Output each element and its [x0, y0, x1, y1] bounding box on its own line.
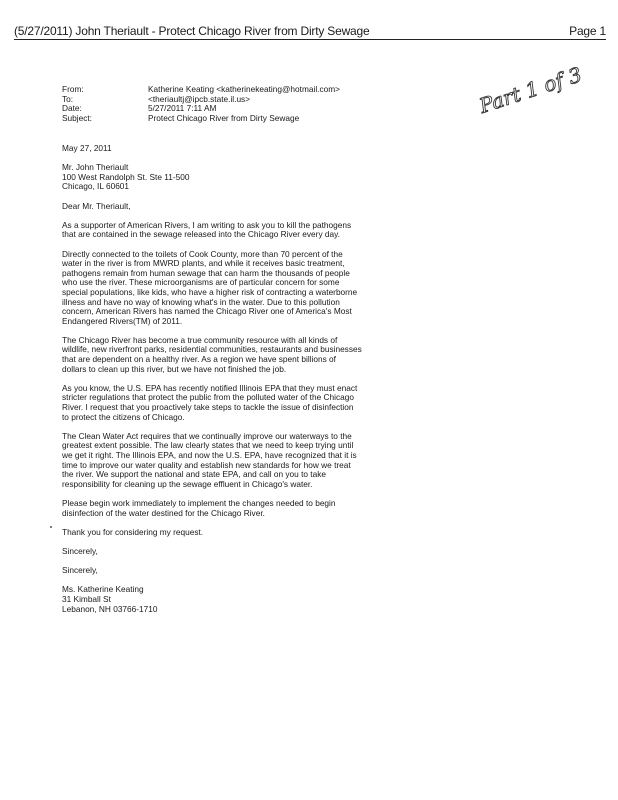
- address-line: 100 West Randolph St. Ste 11-500: [62, 171, 190, 182]
- scan-speck: [50, 526, 52, 528]
- page-number: Page 1: [569, 24, 606, 38]
- closing: Sincerely,: [62, 545, 98, 556]
- recipient-address: [62, 163, 362, 192]
- from-label: From:: [62, 84, 84, 94]
- to-label: To:: [62, 93, 74, 104]
- date-value: 5/27/2011 7:11 AM: [148, 103, 217, 114]
- paragraph: The Chicago River has become a true community resource with all kinds of wildlife, new riverfront parks, residential communities, restaurants and businesses that are dependent on a healthy river. As a region we have spent billions of dollars to clean up this river, but we have not finished the job.: [62, 334, 362, 374]
- handwritten-page-note: [468, 60, 598, 118]
- address-line: Chicago, IL 60601: [62, 181, 130, 192]
- closing: Sincerely,: [62, 565, 98, 576]
- letter-date: May 27, 2011: [62, 143, 112, 153]
- stamp-text: Part 1 of 3: [476, 62, 585, 118]
- letter-body: [62, 144, 362, 624]
- paragraph: Please begin work immediately to implement the changes needed to begin disinfection of the water destined for the Chicago River.: [62, 497, 336, 518]
- subject-value: Protect Chicago River from Dirty Sewage: [148, 112, 300, 123]
- paragraph: Thank you for considering my request.: [62, 526, 204, 537]
- signature-line: 31 Kimball St: [62, 593, 111, 604]
- document-title: (5/27/2011) John Theriault - Protect Chicago River from Dirty Sewage: [14, 24, 370, 38]
- from-value: Katherine Keating <katherinekeating@hotmail.com>: [148, 84, 340, 94]
- document-header: [14, 24, 606, 40]
- signature-line: Lebanon, NH 03766-1710: [62, 603, 158, 614]
- signature-block: [62, 585, 362, 614]
- email-metadata: [62, 85, 340, 123]
- address-line: Mr. John Theriault: [62, 162, 129, 173]
- salutation: Dear Mr. Theriault,: [62, 200, 131, 211]
- subject-label: Subject:: [62, 112, 92, 123]
- paragraph: As a supporter of American Rivers, I am writing to ask you to kill the pathogens that are contained in the sewage released into the Chicago River every day.: [62, 219, 352, 240]
- meta-subject: [62, 114, 340, 124]
- paragraph: The Clean Water Act requires that we continually improve our waterways to the greatest extent possible. The law clearly states that we need to keep trying until we get it right. The Illinois EPA, and now the U.S. EPA, have recognized that it is time to improve our water quality and establish new standards for how we treat the river. We support the national and state EPA, and call on you to take responsibility for cleaning up the sewage effluent in Chicago's water.: [62, 430, 357, 489]
- to-value: <theriaultj@ipcb.state.il.us>: [148, 93, 251, 104]
- signature-line: Ms. Katherine Keating: [62, 584, 144, 595]
- paragraph: As you know, the U.S. EPA has recently notified Illinois EPA that they must enact stricter regulations that protect the public from the polluted water of the Chicago River. I request that you proactively take steps to tackle the issue of disinfection to protect the citizens of Chicago.: [62, 382, 358, 422]
- paragraph: Directly connected to the toilets of Cook County, more than 70 percent of the water in the river is from MWRD plants, and while it receives basic treatment, pathogens remain from human sewage that can harm the thousands of people who use the river. These microorganisms are of particular concern for some special populations, like kids, who have a higher risk of contracting a waterborne illness and have no way of knowing what's in the water. Due to this pollution concern, American Rivers has named the Chicago River one of America's Most Endangered Rivers(TM) of 2011.: [62, 248, 358, 326]
- header-rule: [14, 39, 606, 40]
- date-label: Date:: [62, 103, 82, 114]
